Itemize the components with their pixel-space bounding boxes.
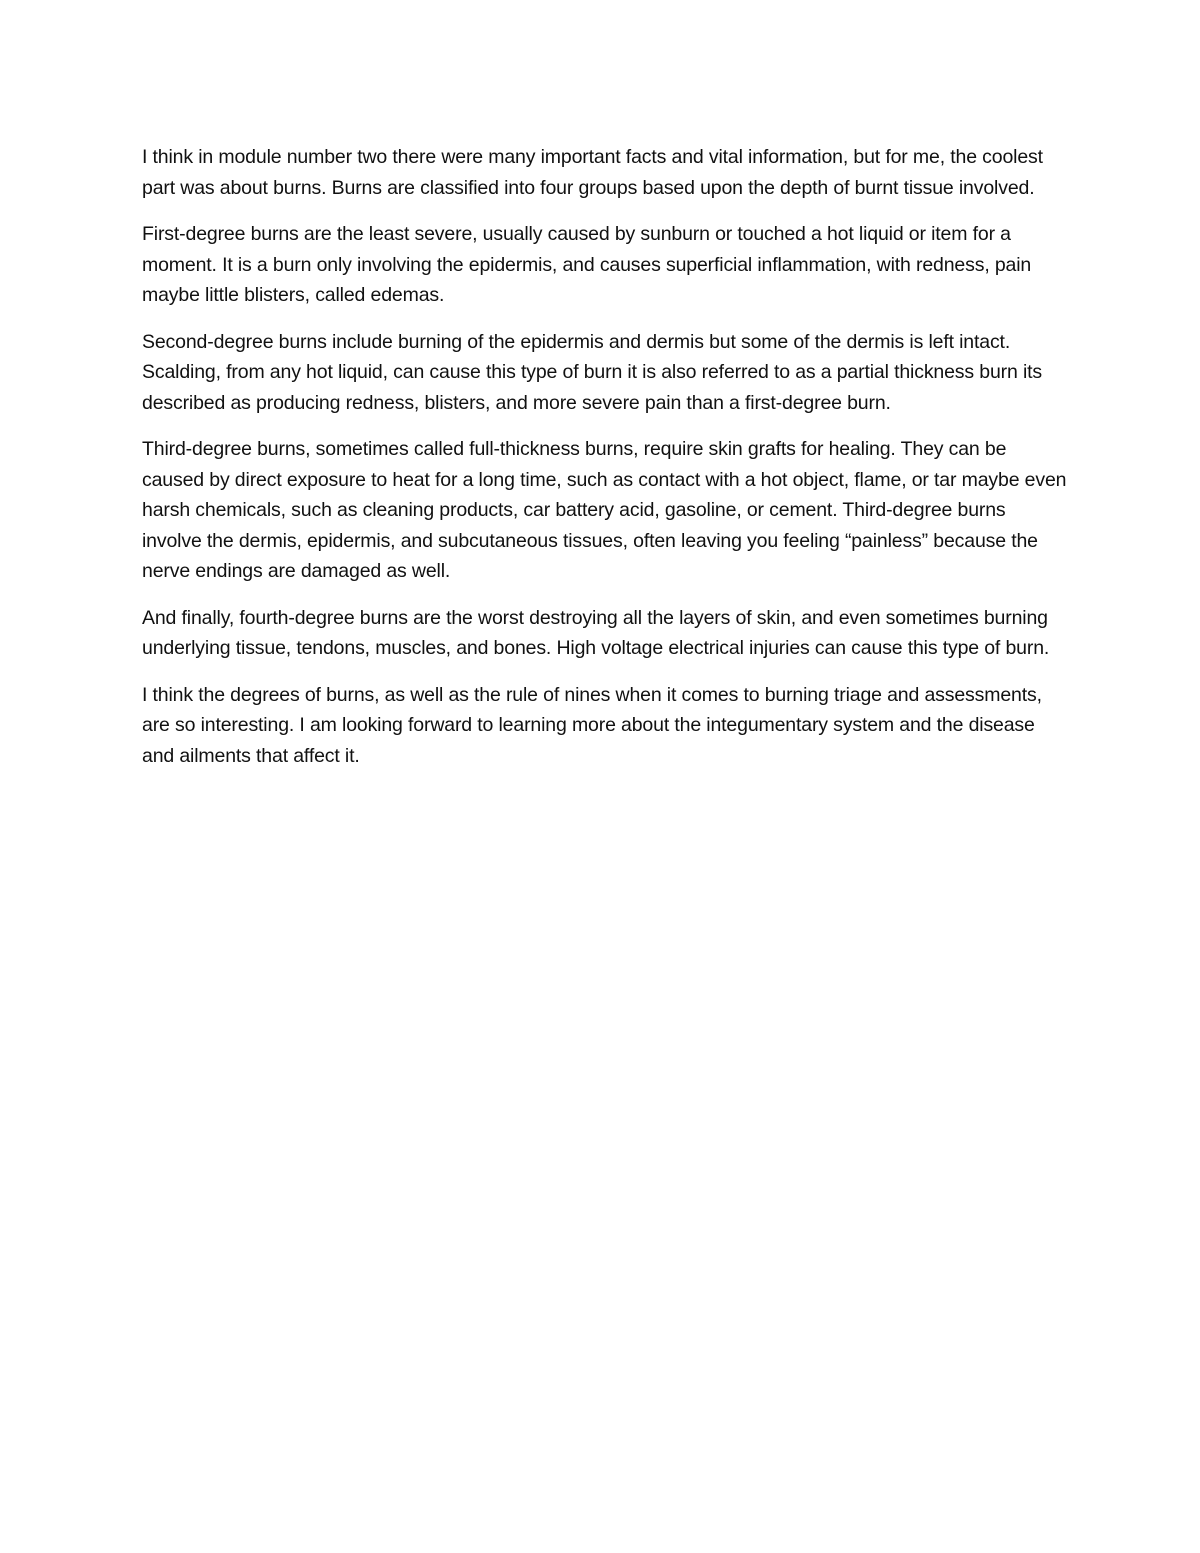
paragraph-second-degree: Second-degree burns include burning of the epidermis and dermis but some of the dermis is left intact. Scalding, from any hot liquid, can cause this type of burn it is also referred to as a partial thickness burn its described as producing redness, blisters, and more severe pain than a first-degree burn. <box>142 330 1043 414</box>
paragraph-third-degree: Third-degree burns, sometimes called full-thickness burns, require skin grafts for healing. They can be caused by direct exposure to heat for a long time, such as contact with a hot object, flame, or tar maybe even harsh chemicals, such as cleaning products, car battery acid, gasoline, or cement. Third-degree burns involve the dermis, epidermis, and subcutaneous tissues, often leaving you feeling “painless” because the nerve endings are damaged as well. <box>142 438 1067 582</box>
paragraph-conclusion: I think the degrees of burns, as well as the rule of nines when it comes to burning triage and assessments, are so interesting. I am looking forward to learning more about the integumentary system and the disease and ailments that affect it. <box>142 683 1042 767</box>
document-body <box>142 142 1067 787</box>
paragraph-first-degree: First-degree burns are the least severe, usually caused by sunburn or touched a hot liquid or item for a moment. It is a burn only involving the epidermis, and causes superficial inflammation, with redness, pain maybe little blisters, called edemas. <box>142 223 1032 306</box>
paragraph-intro: I think in module number two there were many important facts and vital information, but for me, the coolest part was about burns. Burns are classified into four groups based upon the depth of burnt tissue involved. <box>142 146 1043 199</box>
paragraph-fourth-degree: And finally, fourth-degree burns are the worst destroying all the layers of skin, and even sometimes burning underlying tissue, tendons, muscles, and bones. High voltage electrical injuries can cause this type of burn. <box>142 606 1050 659</box>
